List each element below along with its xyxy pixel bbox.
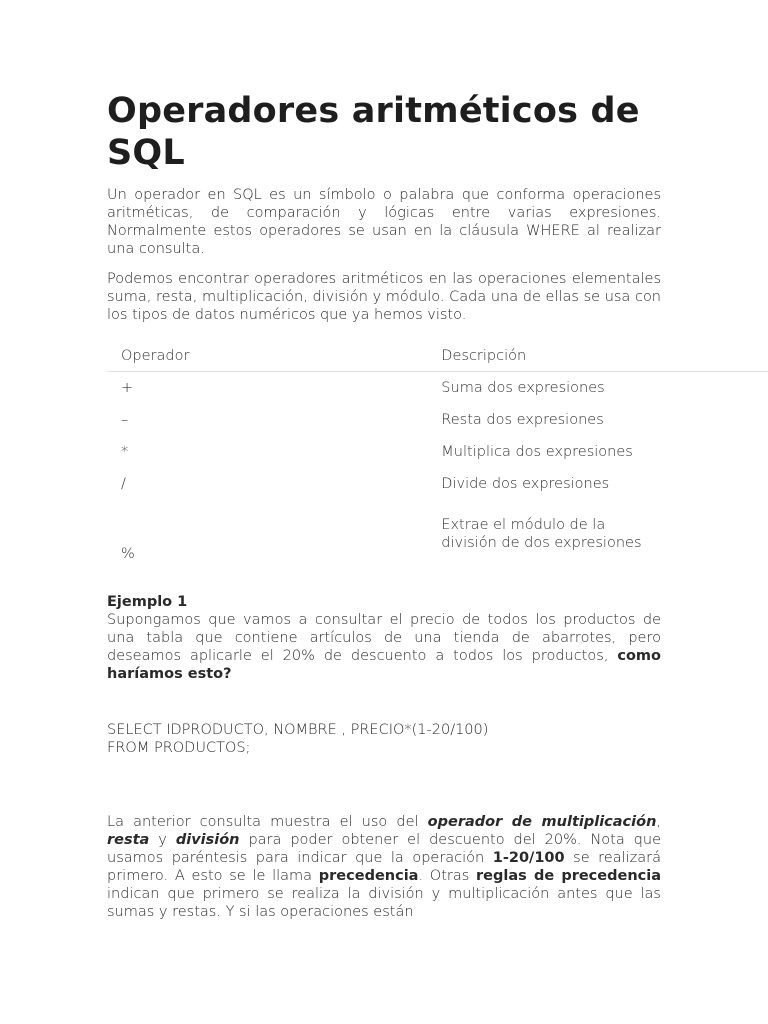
description-cell [441,500,768,567]
description-cell: Divide dos expresiones [441,476,610,492]
operator-cell: / [121,476,126,492]
operator-cell: + [121,380,134,396]
text-span: se realizará primero. A esto se le llama [107,850,661,884]
text-span: y [149,832,176,848]
strong-precedencia: precedencia [318,868,419,884]
text-span: La anterior consulta muestra el uso del [107,814,428,830]
table-row [107,404,768,436]
operators-table [107,341,768,567]
example-text: Supongamos que vamos a consultar el precio de todos los productos de una tabla que contiene artículos de una tienda de abarrotes, pero deseamos aplicarle el 20% de descuento a todos los productos, [107,612,661,664]
header-operador: Operador [121,348,190,364]
page-title: Operadores aritméticos de SQL [107,91,640,173]
table-row [107,500,768,567]
operator-cell: % [121,546,135,562]
description-cell: Resta dos expresiones [441,412,604,428]
sql-code-block [107,721,661,757]
explanation-paragraph [107,813,661,921]
header-descripcion: Descripción [441,348,527,364]
operator-cell: * [121,444,129,460]
example-question: como haríamos esto? [107,648,662,682]
article [107,90,661,921]
example-title: Ejemplo 1 [107,594,188,610]
table-row [107,436,768,468]
description-cell: Multiplica dos expresiones [441,444,633,460]
text-span: para poder obtener el descuento del 20%. Nota que usamos paréntesis para indicar que la operación [107,832,661,866]
table-row [107,372,768,405]
intro-paragraph: Un operador en SQL es un símbolo o palabra que conforma operaciones aritméticas, de comparación y lógicas entre varias expresiones. Normalmente estos operadores se usan en la cláusula WHERE al realizar una consulta. [107,187,661,257]
text-span: . Otras [418,868,477,884]
description-text: Extrae el módulo de la división de dos expresiones [441,516,642,551]
emphasis-resta: resta [107,832,150,848]
strong-reglas-precedencia: reglas de precedencia [476,868,661,884]
text-span: indican que primero se realiza la división y multiplicación antes que las sumas y restas. Y si las operaciones están [107,886,661,920]
code-line: FROM PRODUCTOS; [107,740,251,756]
arithmetic-paragraph: Podemos encontrar operadores aritméticos en las operaciones elementales suma, resta, multiplicación, división y módulo. Cada una de ellas se usa con los tipos de datos numéricos que ya hemos visto. [107,271,661,323]
strong-expression: 1-20/100 [492,850,565,866]
emphasis-operador-multiplicacion: operador de multiplicación [427,814,657,830]
operator-cell: – [121,412,129,428]
example-paragraph [107,611,661,683]
text-span: , [656,814,662,830]
code-line: SELECT IDPRODUCTO, NOMBRE , PRECIO*(1-20/100) [107,722,489,738]
description-cell: Suma dos expresiones [441,380,605,396]
table-row [107,468,768,500]
emphasis-division: división [175,832,240,848]
table-header-row [107,341,768,372]
